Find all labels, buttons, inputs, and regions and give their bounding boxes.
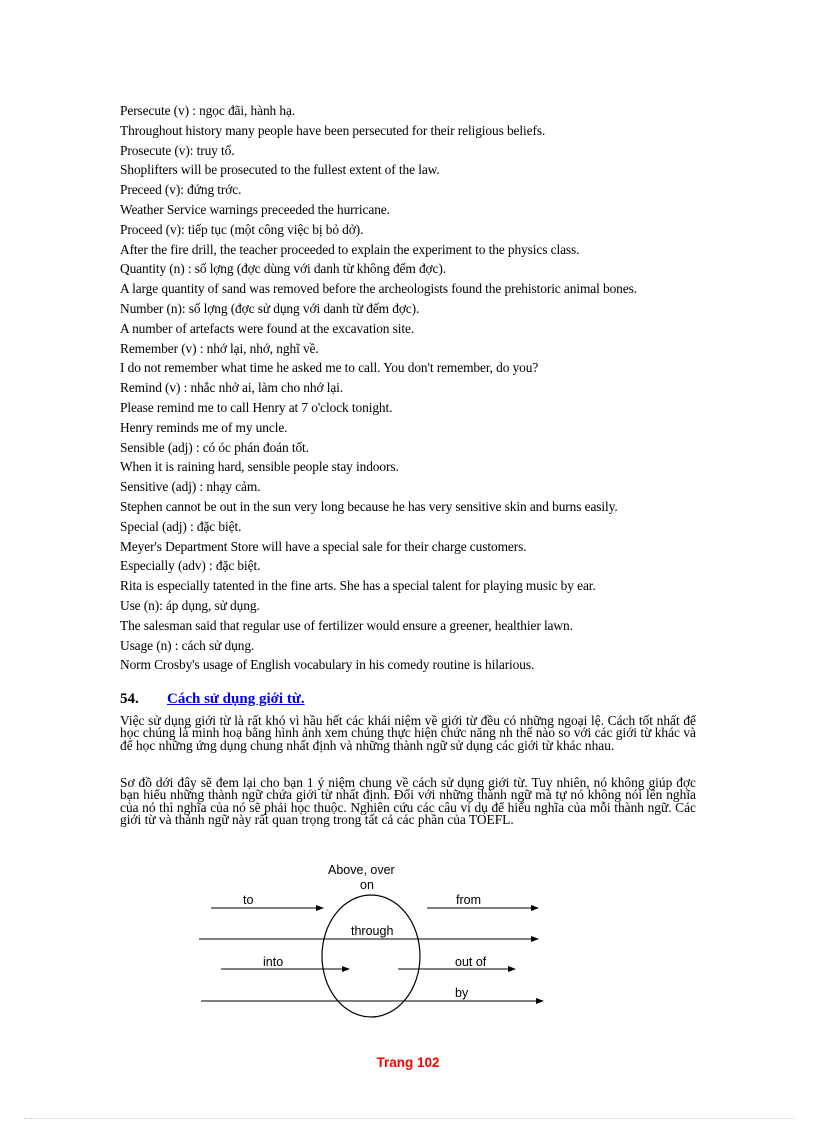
vocab-line: A large quantity of sand was removed before the archeologists found the prehistoric animal bones.: [120, 281, 637, 297]
vocab-line: Remember (v) : nhớ lại, nhớ, nghĩ về.: [120, 340, 319, 356]
vocab-line: Rita is especially tatented in the fine arts. She has a special talent for playing music by ear.: [120, 578, 596, 594]
vocabulary-list: [120, 101, 710, 675]
vocab-line: Special (adj) : đặc biệt.: [120, 518, 242, 534]
vocab-line: The salesman said that regular use of fertilizer would ensure a greener, healthier lawn.: [120, 617, 573, 633]
vocab-line: When it is raining hard, sensible people stay indoors.: [120, 459, 399, 475]
page-footer: Trang 102: [376, 1055, 440, 1070]
diagram-intro-paragraph: Sơ đồ dới đây sẽ đem lại cho bạn 1 ý niệm chung về cách sử dụng giới từ. Tuy nhiên, nó không giúp đợc bạn hiểu những thành ngữ chứa giới từ nhất định. Đối với những thành ngữ mà tự nó không nói lên nghĩa của nó thì nghĩa của nó sẽ phải học thuộc. Nghiên cứu các câu ví dụ để hiểu nghĩa của mỗi thành ngữ. Các giới từ và thành ngữ này rất quan trọng trong tất cả các phần của TOEFL.: [120, 775, 696, 828]
vocab-line: Prosecute (v): truy tố.: [120, 142, 235, 158]
label-on: on: [360, 878, 374, 892]
intro-paragraph: Việc sử dụng giới từ là rất khó vì hầu hết các khái niệm về giới từ đều có những ngoại lệ. Cách tốt nhất để học chúng là minh hoạ bằng hình ảnh xem chúng thực hiện chức năng nh thế nào so với các giới từ khác và để học những ứng dụng chung nhất định và những thành ngữ sử dụng các giới từ khác nhau.: [120, 713, 696, 753]
section-heading: [120, 688, 710, 710]
vocab-line: Weather Service warnings preceeded the hurricane.: [120, 201, 390, 217]
vocab-line: Use (n): áp dụng, sử dụng.: [120, 597, 260, 613]
label-into: into: [263, 955, 284, 969]
vocab-line: Persecute (v) : ngọc đãi, hành hạ.: [120, 103, 296, 118]
vocab-line: Sensible (adj) : có óc phán đoán tốt.: [120, 439, 309, 455]
vocab-line: Meyer's Department Store will have a special sale for their charge customers.: [120, 538, 527, 554]
vocab-line: Sensitive (adj) : nhạy cảm.: [120, 479, 261, 495]
label-from: from: [456, 893, 481, 907]
vocab-line: Proceed (v): tiếp tục (một công việc bị bỏ dở).: [120, 221, 364, 237]
vocab-line: Throughout history many people have been persecuted for their religious beliefs.: [120, 122, 546, 138]
bottom-divider: [24, 1118, 794, 1119]
vocab-line: After the fire drill, the teacher proceeded to explain the experiment to the physics class.: [120, 241, 580, 257]
diagram-circle: [322, 895, 420, 1017]
vocab-line: Shoplifters will be prosecuted to the fullest extent of the law.: [120, 162, 440, 178]
label-above-over: Above, over: [328, 863, 395, 877]
vocab-line: Please remind me to call Henry at 7 o'clock tonight.: [120, 399, 393, 415]
vocab-line: Number (n): số lợng (đợc sử dụng với danh từ đếm đợc).: [120, 300, 420, 316]
preposition-diagram: [195, 860, 555, 1022]
vocab-line: Preceed (v): đứng trớc.: [120, 182, 242, 198]
vocab-line: Henry reminds me of my uncle.: [120, 419, 288, 435]
label-by: by: [455, 986, 469, 1000]
vocab-line: Norm Crosby's usage of English vocabulary in his comedy routine is hilarious.: [120, 657, 535, 673]
vocab-line: Stephen cannot be out in the sun very long because he has very sensitive skin and burns easily.: [120, 498, 618, 514]
vocab-line: Especially (adv) : đặc biệt.: [120, 558, 261, 574]
section-title-link[interactable]: Cách sử dụng giới từ.: [167, 691, 305, 707]
vocab-line: Quantity (n) : số lợng (đợc dùng với danh từ không đếm đợc).: [120, 261, 446, 277]
label-through: through: [351, 924, 394, 938]
vocab-line: Usage (n) : cách sử dụng.: [120, 637, 255, 653]
label-out-of: out of: [455, 955, 487, 969]
section-number: 54.: [120, 691, 139, 707]
label-to: to: [243, 893, 254, 907]
vocab-line: A number of artefacts were found at the excavation site.: [120, 320, 415, 336]
diagram-graphic: [195, 860, 555, 1022]
vocab-line: Remind (v) : nhắc nhở ai, làm cho nhớ lại.: [120, 380, 344, 396]
vocab-line: I do not remember what time he asked me to call. You don't remember, do you?: [120, 360, 539, 376]
